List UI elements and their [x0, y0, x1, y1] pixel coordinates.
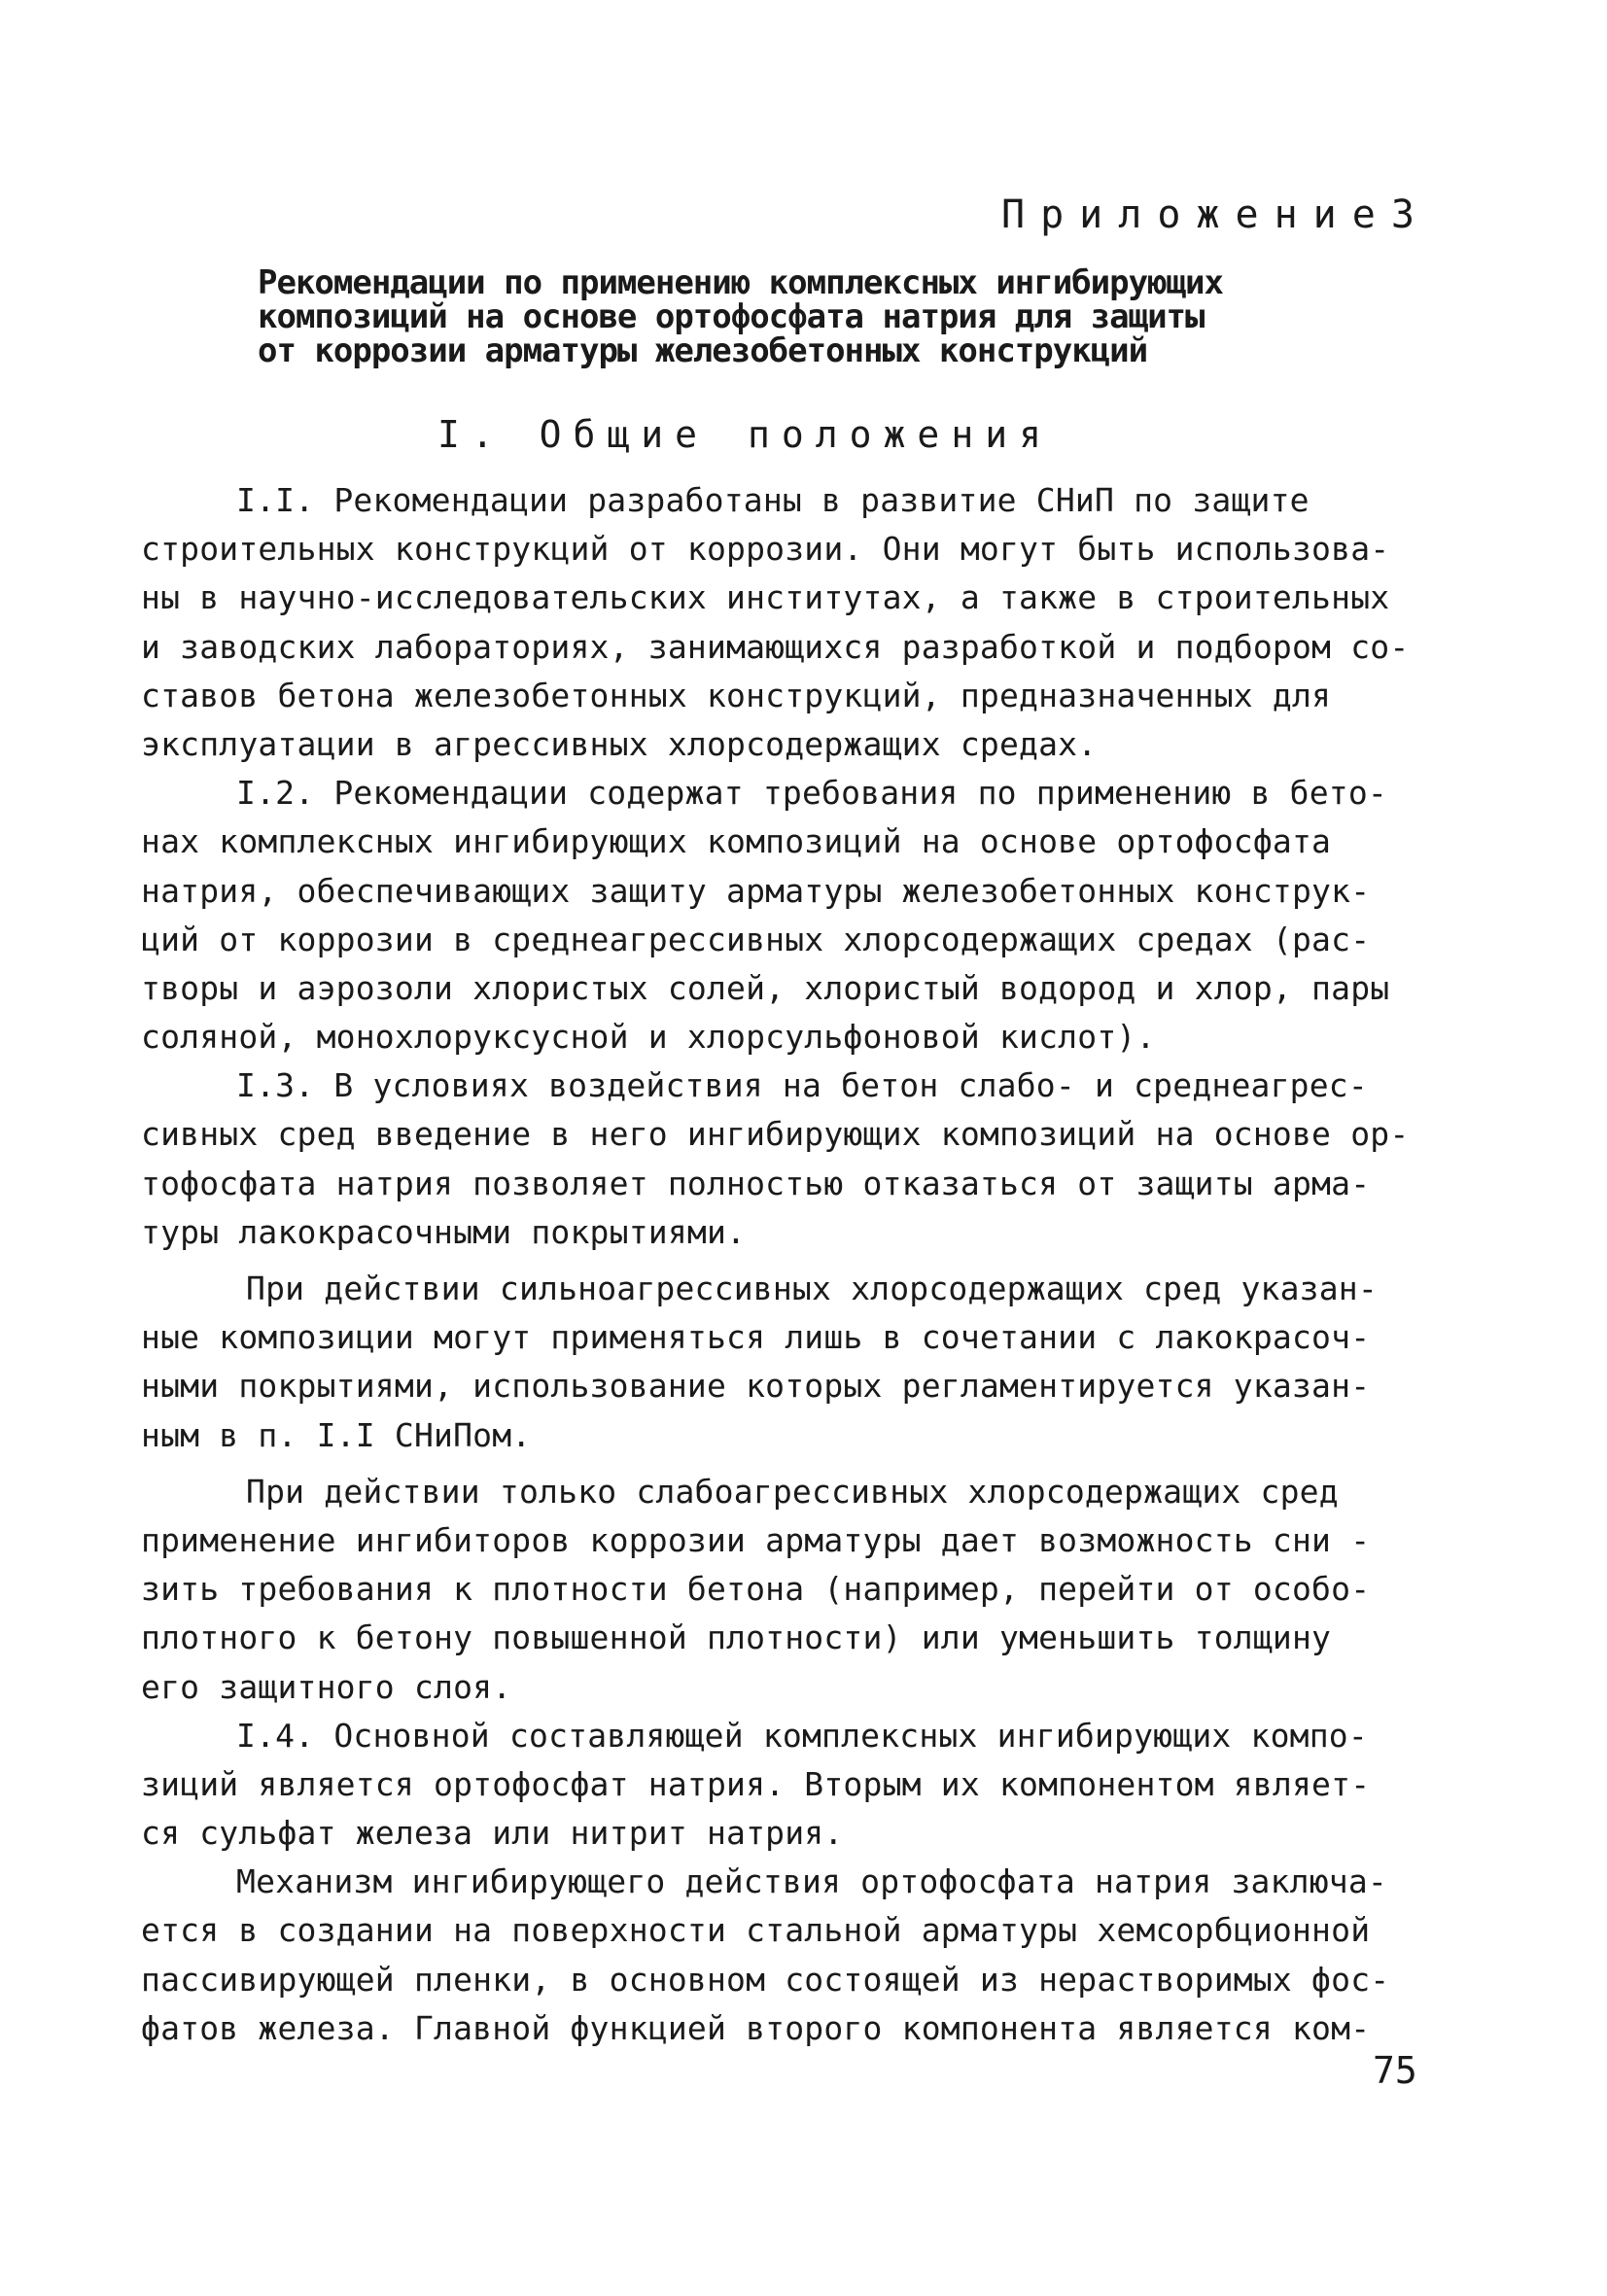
text-line: Механизм ингибирующего действия ортофосфата натрия заключа- — [236, 1862, 1387, 1901]
text-line: зиций является ортофосфат натрия. Вторым их компонентом являет- — [141, 1764, 1371, 1803]
section-number: I. — [437, 413, 506, 456]
text-line: I.4. Основной составляющей комплексных ингибирующих компо- — [236, 1716, 1368, 1755]
text-line: и заводских лабораториях, занимающихся разработкой и подбором со- — [141, 627, 1410, 666]
text-line: I.3. В условиях воздействия на бетон слабо- и среднеагрес- — [236, 1066, 1368, 1105]
page-number: 75 — [1373, 2049, 1417, 2092]
paragraph-1-3-weak-media — [141, 1468, 1429, 1712]
paragraph-1-4-mechanism — [141, 1858, 1429, 2053]
title-line: Рекомендации по применению комплексных ингибирующих — [258, 263, 1223, 302]
text-line: сивных сред введение в него ингибирующих композиций на основе ор- — [141, 1115, 1410, 1154]
text-line: строительных конструкций от коррозии. Они могут быть использова- — [141, 530, 1390, 569]
section-title-word: положения — [748, 413, 1053, 456]
text-line: его защитного слоя. — [141, 1667, 512, 1706]
text-line: При действии только слабоагрессивных хлорсодержащих сред — [246, 1472, 1339, 1511]
text-line: эксплуатации в агрессивных хлорсодержащих средах. — [141, 724, 1098, 763]
text-line: тофосфата натрия позволяет полностью отказаться от защиты арма- — [141, 1164, 1371, 1202]
title-line: композиций на основе ортофосфата натрия для защиты — [258, 297, 1205, 336]
text-line: нах комплексных ингибирующих композиций на основе ортофосфата — [141, 822, 1332, 861]
text-line: ные композиции могут применяться лишь в сочетании с лакокрасоч- — [141, 1318, 1371, 1357]
text-line: ны в научно-исследовательских институтах, а также в строительных — [141, 578, 1390, 617]
text-line: ными покрытиями, использование которых регламентируется указан- — [141, 1367, 1371, 1406]
paragraph-1-3 — [141, 1061, 1429, 1257]
paragraph-1-3-strong-media — [141, 1265, 1429, 1460]
text-line: ным в п. I.I СНиПом. — [141, 1415, 532, 1454]
text-line: При действии сильноагрессивных хлорсодержащих сред указан- — [246, 1270, 1378, 1307]
text-line: ций от коррозии в среднеагрессивных хлорсодержащих средах (рас- — [141, 920, 1371, 958]
text-line: натрия, обеспечивающих защиту арматуры железобетонных конструк- — [141, 871, 1371, 910]
title-line: от коррозии арматуры железобетонных конструкций — [258, 331, 1148, 370]
text-line: ется в создании на поверхности стальной арматуры хемсорбционной — [141, 1911, 1371, 1950]
paragraph-1-2 — [141, 769, 1429, 1061]
text-line: соляной, монохлоруксусной и хлорсульфоновой кислот). — [141, 1018, 1156, 1057]
text-line: плотного к бетону повышенной плотности) или уменьшить толщину — [141, 1618, 1332, 1657]
document-title — [258, 263, 1223, 370]
text-line: творы и аэрозоли хлористых солей, хлористый водород и хлор, пары — [141, 968, 1390, 1007]
text-line: ся сульфат железа или нитрит натрия. — [141, 1814, 844, 1853]
paragraph-1-4 — [141, 1712, 1429, 1859]
text-line: пассивирующей пленки, в основном состоящей из нерастворимых фос- — [141, 1960, 1390, 1999]
text-line: I.2. Рекомендации содержат требования по применению в бето- — [236, 774, 1387, 813]
text-line: зить требования к плотности бетона (например, перейти от особо- — [141, 1570, 1371, 1609]
text-line: применение ингибиторов коррозии арматуры дает возможность сни - — [141, 1520, 1371, 1559]
text-line: I.I. Рекомендации разработаны в развитие СНиП по защите — [236, 481, 1310, 519]
text-line: туры лакокрасочными покрытиями. — [141, 1212, 747, 1251]
text-line: ставов бетона железобетонных конструкций, предназначенных для — [141, 676, 1332, 714]
text-line: фатов железа. Главной функцией второго компонента является ком- — [141, 2008, 1371, 2047]
paragraph-1-1 — [141, 476, 1429, 769]
section-title-word: Общие — [539, 413, 710, 456]
body-text — [141, 476, 1429, 2053]
section-heading — [437, 413, 1053, 456]
appendix-label: Приложение3 — [1001, 192, 1430, 237]
